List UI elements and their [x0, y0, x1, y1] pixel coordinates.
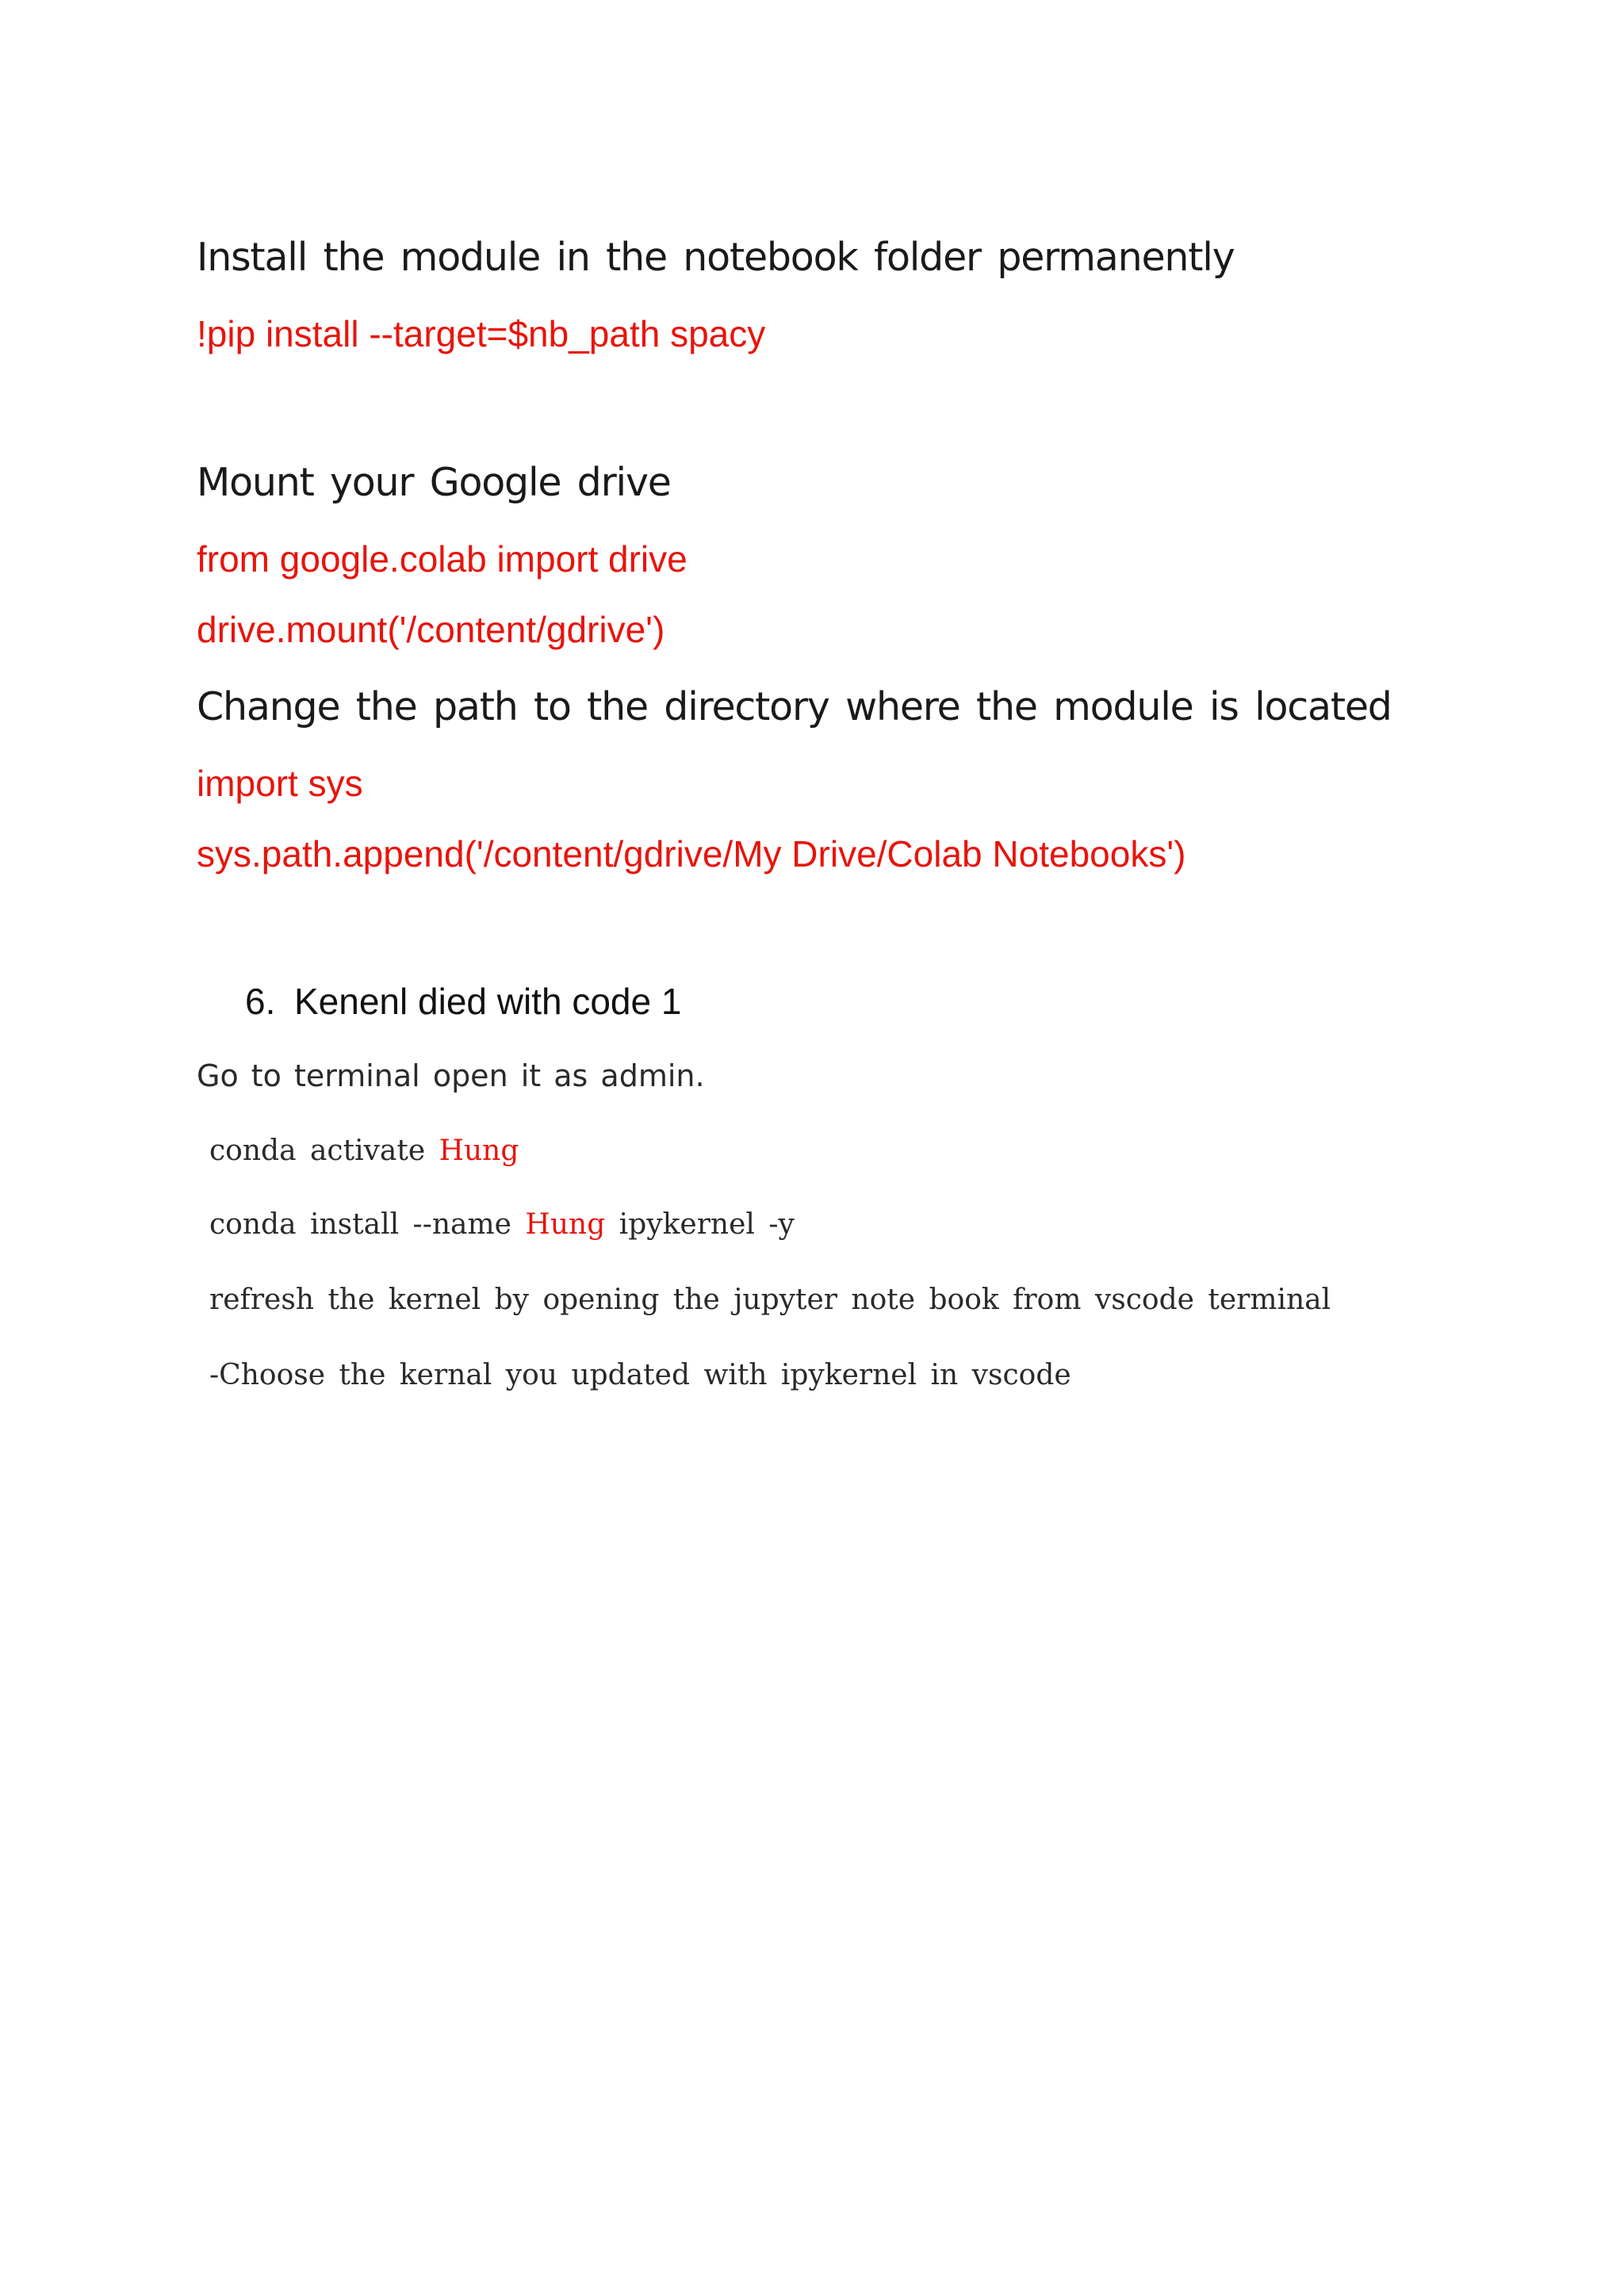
kernel-title-text: Kenenl died with code 1 [294, 981, 682, 1022]
import-drive-code: from google.colab import drive [197, 538, 688, 580]
conda-activate-prefix: conda activate [209, 1135, 439, 1167]
path-heading: Change the path to the directory where the module is located [197, 684, 1392, 729]
terminal-intro: Go to terminal open it as admin. [197, 1058, 705, 1093]
refresh-kernel-line: refresh the kernel by opening the jupyter note book from vscode terminal [209, 1284, 1331, 1316]
conda-install-suffix: ipykernel -y [605, 1208, 795, 1241]
import-sys-code: import sys [197, 763, 363, 804]
conda-install-line [209, 1208, 795, 1241]
install-heading: Install the module in the notebook folder permanently [197, 235, 1235, 280]
choose-kernel-line: -Choose the kernal you updated with ipykernel in vscode [209, 1359, 1071, 1391]
sys-path-append-code: sys.path.append('/content/gdrive/My Drive/Colab Notebooks') [197, 833, 1186, 874]
pip-install-code: !pip install --target=$nb_path spacy [197, 313, 766, 354]
conda-activate-line [209, 1137, 519, 1165]
kernel-section-title [245, 983, 681, 1020]
env-name-highlight: Hung [439, 1135, 519, 1167]
drive-mount-code: drive.mount('/content/gdrive') [197, 609, 665, 650]
list-number: 6. [245, 981, 276, 1022]
mount-heading: Mount your Google drive [197, 460, 671, 505]
conda-install-prefix: conda install --name [209, 1208, 526, 1241]
env-name-highlight: Hung [525, 1208, 606, 1241]
